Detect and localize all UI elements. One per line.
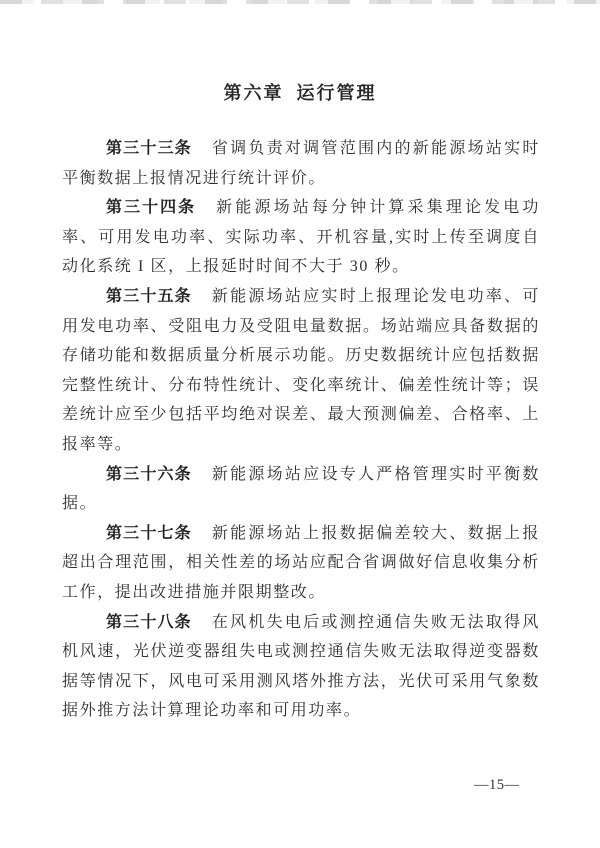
page-number: —15— bbox=[474, 777, 520, 793]
article-38 bbox=[62, 608, 540, 726]
article-37-number: 第三十七条 bbox=[106, 524, 192, 542]
article-33-text: 省调负责对调管范围内的新能源场站实时平衡数据上报情况进行统计评价。 bbox=[62, 140, 540, 187]
article-36-number: 第三十六条 bbox=[106, 465, 192, 483]
article-35-number: 第三十五条 bbox=[106, 287, 192, 305]
article-34-text: 新能源场站每分钟计算采集理论发电功率、可用发电功率、实际功率、开机容量,实时上传至调度自动化系统 I 区，上报延时时间不大于 30 秒。 bbox=[62, 199, 540, 276]
chapter-title: 第六章 运行管理 bbox=[223, 83, 377, 103]
article-33-number: 第三十三条 bbox=[106, 140, 192, 157]
article-36 bbox=[62, 460, 540, 519]
article-37-text: 新能源场站上报数据偏差较大、数据上报超出合理范围，相关性差的场站应配合省调做好信息收集分析工作，提出改进措施并限期整改。 bbox=[62, 524, 540, 601]
article-33 bbox=[62, 134, 540, 193]
article-36-text: 新能源场站应设专人严格管理实时平衡数据。 bbox=[62, 465, 540, 513]
article-34 bbox=[62, 193, 540, 282]
article-38-number: 第三十八条 bbox=[106, 613, 192, 631]
article-37 bbox=[62, 519, 540, 608]
article-34-number: 第三十四条 bbox=[106, 199, 197, 217]
scan-edge-artifact bbox=[0, 0, 600, 4]
article-35 bbox=[62, 282, 540, 460]
article-35-text: 新能源场站应实时上报理论发电功率、可用发电功率、受阻电力及受阻电量数据。场站端应具备数据的存储功能和数据质量分析展示功能。历史数据统计应包括数据完整性统计、分布特性统计、变化率统计、偏差性统计等；误差统计应至少包括平均绝对误差、最大预测偏差、合格率、上报率等。 bbox=[62, 287, 540, 453]
document-body bbox=[62, 134, 540, 726]
article-38-text: 在风机失电后或测控通信失败无法取得风机风速，光伏逆变器组失电或测控通信失败无法取得逆变器数据等情况下，风电可采用测风塔外推方法，光伏可采用气象数据外推方法计算理论功率和可用功率。 bbox=[62, 613, 540, 720]
